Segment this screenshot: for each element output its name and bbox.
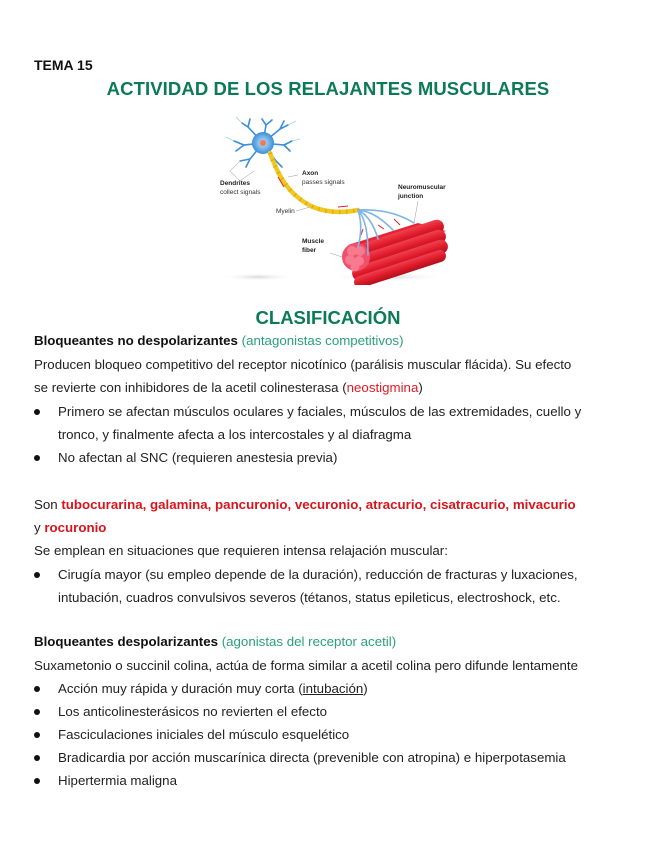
neuromuscular-figure	[218, 115, 458, 285]
bullet-icon	[34, 686, 40, 692]
label-axon: Axon	[302, 170, 319, 177]
drugs-line	[34, 494, 576, 516]
list-item-text	[58, 678, 368, 700]
tema-label: TEMA 15	[34, 57, 93, 73]
label-junction: junction	[398, 193, 424, 200]
label-axon-sub: passes signals	[302, 179, 345, 186]
list-item-text: Hipertermia maligna	[58, 773, 177, 788]
neuron-muscle-illustration	[218, 115, 458, 285]
text: se revierte con inhibidores de la acetil colinesterasa (	[34, 380, 347, 395]
list-item-text: Fasciculaciones iniciales del músculo esquelético	[58, 727, 350, 742]
bullet-icon	[34, 572, 40, 578]
paragraph-line: Producen bloqueo competitivo del receptor nicotínico (parálisis muscular flácida). Su efecto	[34, 357, 572, 372]
text: y	[34, 520, 45, 535]
underlined-text: intubación	[302, 681, 364, 696]
label-dendrites: Dendrites	[220, 180, 250, 187]
bullet-icon	[34, 732, 40, 738]
heading-note: (antagonistas competitivos)	[241, 333, 404, 348]
label-fiber: fiber	[302, 247, 317, 254]
list-item-text: No afectan al SNC (requieren anestesia previa)	[58, 450, 338, 465]
heading-text: Bloqueantes despolarizantes	[34, 634, 218, 649]
label-myelin: Myelin	[276, 208, 295, 215]
label-neuromuscular: Neuromuscular	[398, 184, 446, 191]
list-item-continuation: intubación, cuadros convulsivos severos (tétanos, status epileticus, electroshock, etc.	[58, 590, 561, 605]
paragraph-line	[34, 377, 423, 399]
drug-neostigmina: neostigmina	[346, 380, 419, 395]
bullet-icon	[34, 709, 40, 715]
text: Son	[34, 497, 62, 512]
bullet-icon	[34, 755, 40, 761]
section-title-clasificacion: CLASIFICACIÓN	[255, 307, 401, 328]
list-item-text: Primero se afectan músculos oculares y faciales, músculos de las extremidades, cuello y	[58, 404, 582, 419]
drug-list: tubocurarina, galamina, pancuronio, vecuronio, atracurio, cisatracurio, mivacurio	[61, 497, 576, 512]
list-item-continuation: tronco, y finalmente afecta a los intercostales y al diafragma	[58, 427, 412, 442]
uses-intro: Se emplean en situaciones que requieren intensa relajación muscular:	[34, 543, 448, 558]
label-muscle: Muscle	[302, 238, 325, 245]
list-item-text: Cirugía mayor (su empleo depende de la duración), reducción de fracturas y luxaciones,	[58, 567, 578, 582]
page-title: ACTIVIDAD DE LOS RELAJANTES MUSCULARES	[106, 78, 550, 99]
bullet-icon	[34, 409, 40, 415]
bullet-icon	[34, 455, 40, 461]
label-dendrites-sub: collect signals	[220, 189, 261, 196]
text: )	[363, 681, 368, 696]
text: )	[418, 380, 423, 395]
list-item-text: Bradicardia por acción muscarínica directa (prevenible con atropina) e hiperpotasemia	[58, 750, 566, 765]
text: Acción muy rápida y duración muy corta (	[58, 681, 303, 696]
drugs-line	[34, 517, 106, 539]
drug-rocuronio: rocuronio	[44, 520, 107, 535]
list-item-text: Los anticolinesterásicos no revierten el efecto	[58, 704, 328, 719]
heading-text: Bloqueantes no despolarizantes	[34, 333, 238, 348]
heading-no-despolarizantes	[34, 330, 404, 352]
paragraph-line: Suxametonio o succinil colina, actúa de forma similar a acetil colina pero difunde lentamente	[34, 658, 578, 673]
heading-despolarizantes	[34, 631, 396, 653]
heading-note: (agonistas del receptor acetil)	[221, 634, 397, 649]
bullet-icon	[34, 778, 40, 784]
